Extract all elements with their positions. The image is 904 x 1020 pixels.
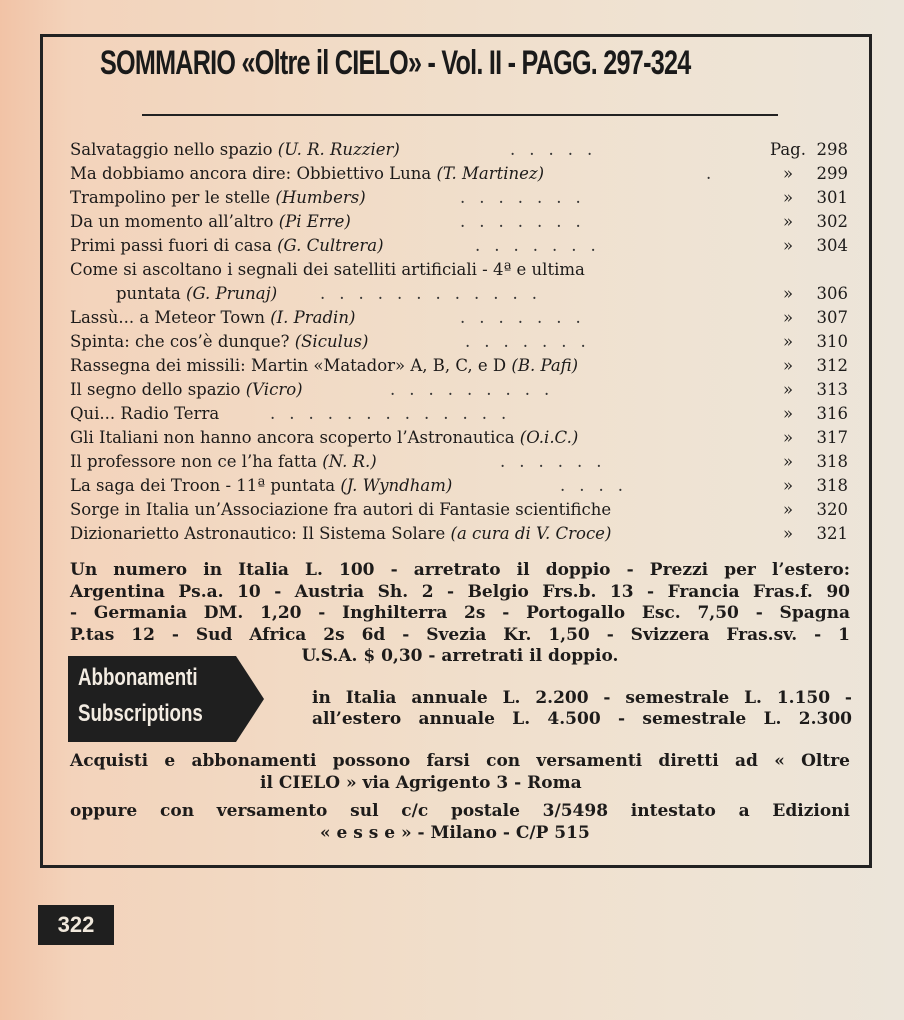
leader-dots: .............	[270, 404, 521, 423]
toc-entry[interactable]	[70, 138, 856, 162]
toc-entry-text: Come si ascoltano i segnali dei satelliti artificiali - 4ª e ultima	[70, 260, 585, 279]
toc-entry-text: Lassù... a Meteor Town (I. Pradin)	[70, 308, 356, 327]
purchase-line: « e s s e » - Milano - C/P 515	[320, 823, 590, 843]
toc-page-prefix: »	[782, 332, 794, 351]
toc-page-number: 306	[816, 284, 848, 303]
toc-page-prefix: »	[782, 212, 794, 231]
toc-page-number: 299	[816, 164, 848, 183]
leader-dots: .......	[460, 188, 595, 207]
toc-page-prefix: »	[782, 308, 794, 327]
leader-dots: ....	[560, 476, 637, 495]
subscription-rates	[312, 688, 852, 730]
toc-page-prefix: »	[782, 524, 794, 543]
toc-page-prefix: »	[782, 404, 794, 423]
toc-entry[interactable]	[70, 186, 856, 210]
toc-page-prefix: »	[782, 188, 794, 207]
toc-entry[interactable]	[70, 378, 856, 402]
purchase-line: il CIELO » via Agrigento 3 - Roma	[260, 773, 582, 793]
toc-entry-text: Rassegna dei missili: Martin «Matador» A, B, C, e D (B. Pafi)	[70, 356, 579, 375]
table-of-contents	[70, 138, 856, 546]
toc-entry[interactable]	[70, 234, 856, 258]
toc-page-prefix: »	[782, 476, 794, 495]
toc-entry[interactable]	[70, 522, 856, 546]
prices-line: U.S.A. $ 0,30 - arretrati il doppio.	[301, 646, 619, 666]
prices-line: P.tas 12 - Sud Africa 2s 6d - Svezia Kr. 1,50 - Svizzera Fras.sv. - 1	[70, 624, 850, 645]
toc-entry[interactable]	[70, 450, 856, 474]
toc-entry-text: puntata (G. Prunaj)	[116, 284, 278, 303]
toc-page-number: 320	[816, 500, 848, 519]
toc-entry[interactable]	[70, 426, 856, 450]
toc-entry[interactable]	[70, 162, 856, 186]
toc-page-prefix: »	[782, 164, 794, 183]
toc-page-number: 312	[816, 356, 848, 375]
toc-page-number: 298	[816, 140, 848, 159]
toc-entry-text: Sorge in Italia un’Associazione fra autori di Fantasie scientifiche	[70, 500, 612, 519]
toc-page-prefix: Pag.	[769, 140, 806, 159]
toc-entry[interactable]	[70, 402, 856, 426]
toc-entry-text: Dizionarietto Astronautico: Il Sistema Solare (a cura di V. Croce)	[70, 524, 612, 543]
subscriptions-badge	[68, 656, 264, 742]
prices-line: Argentina Ps.a. 10 - Austria Sh. 2 - Belgio Frs.b. 13 - Francia Fras.f. 90	[70, 581, 850, 602]
toc-entry-continuation[interactable]	[70, 282, 856, 306]
title-divider	[142, 114, 778, 116]
toc-page-prefix: »	[782, 356, 794, 375]
purchase-line: oppure con versamento sul c/c postale 3/5498 intestato a Edizioni	[70, 801, 850, 821]
toc-entry-text: Il professore non ce l’ha fatta (N. R.)	[70, 452, 377, 471]
toc-entry-text: Spinta: che cos’è dunque? (Siculus)	[70, 332, 369, 351]
badge-label-it: Abbonamenti	[78, 664, 198, 691]
leader-dots: .........	[390, 380, 564, 399]
toc-page-number: 317	[816, 428, 848, 447]
toc-entry-text: Il segno dello spazio (Vicro)	[70, 380, 303, 399]
toc-entry-text: Trampolino per le stelle (Humbers)	[70, 188, 366, 207]
leader-dots: .......	[475, 236, 610, 255]
prices-line: Un numero in Italia L. 100 - arretrato il doppio - Prezzi per l’estero:	[70, 560, 850, 580]
toc-page-number: 318	[816, 476, 848, 495]
toc-entry[interactable]	[70, 330, 856, 354]
toc-entry-text: Gli Italiani non hanno ancora scoperto l’Astronautica (O.i.C.)	[70, 428, 579, 447]
toc-page-prefix: »	[782, 452, 794, 471]
prices-block	[70, 560, 850, 668]
purchase-line: Acquisti e abbonamenti possono farsi con versamenti diretti ad « Oltre	[70, 751, 850, 771]
leader-dots: .....	[510, 140, 607, 159]
badge-label-en: Subscriptions	[78, 700, 203, 727]
toc-page-number: 304	[816, 236, 848, 255]
page-number: 322	[38, 905, 114, 945]
toc-entry[interactable]	[70, 354, 856, 378]
leader-dots: ......	[500, 452, 616, 471]
leader-dots: .......	[460, 308, 595, 327]
toc-entry[interactable]	[70, 498, 856, 522]
toc-page-number: 313	[816, 380, 848, 399]
subscription-rate-line: all’estero annuale L. 4.500 - semestrale L. 2.300	[312, 709, 852, 729]
toc-entry-text: Salvataggio nello spazio (U. R. Ruzzier)	[70, 140, 400, 159]
toc-entry-text: Primi passi fuori di casa (G. Cultrera)	[70, 236, 384, 255]
toc-entry-text: Qui... Radio Terra	[70, 404, 220, 423]
toc-page-number: 307	[816, 308, 848, 327]
leader-dots: .	[706, 164, 726, 183]
toc-page-number: 316	[816, 404, 848, 423]
toc-entry-text: La saga dei Troon - 11ª puntata (J. Wyndham)	[70, 476, 453, 495]
leader-dots: .......	[460, 212, 595, 231]
toc-entry-text: Ma dobbiamo ancora dire: Obbiettivo Luna (T. Martinez)	[70, 164, 545, 183]
toc-page-number: 301	[816, 188, 848, 207]
page-title: SOMMARIO «Oltre il CIELO» - Vol. II - PAGG. 297-324	[100, 44, 691, 82]
toc-page-prefix: »	[782, 380, 794, 399]
toc-page-prefix: »	[782, 284, 794, 303]
subscription-rate-line: in Italia annuale L. 2.200 - semestrale L. 1.150 -	[312, 688, 852, 708]
leader-dots: .......	[465, 332, 600, 351]
toc-page-prefix: »	[782, 428, 794, 447]
purchase-info	[70, 750, 850, 844]
prices-line: - Germania DM. 1,20 - Inghilterra 2s - Portogallo Esc. 7,50 - Spagna	[70, 603, 850, 623]
toc-entry[interactable]	[70, 306, 856, 330]
toc-page-number: 321	[816, 524, 848, 543]
toc-entry[interactable]	[70, 210, 856, 234]
toc-entry[interactable]	[70, 258, 856, 282]
toc-entry[interactable]	[70, 474, 856, 498]
toc-page-prefix: »	[782, 500, 794, 519]
toc-entry-text: Da un momento all’altro (Pi Erre)	[70, 212, 351, 231]
toc-page-prefix: »	[782, 236, 794, 255]
leader-dots: ............	[320, 284, 551, 303]
toc-page-number: 302	[816, 212, 848, 231]
toc-page-number: 310	[816, 332, 848, 351]
toc-page-number: 318	[816, 452, 848, 471]
